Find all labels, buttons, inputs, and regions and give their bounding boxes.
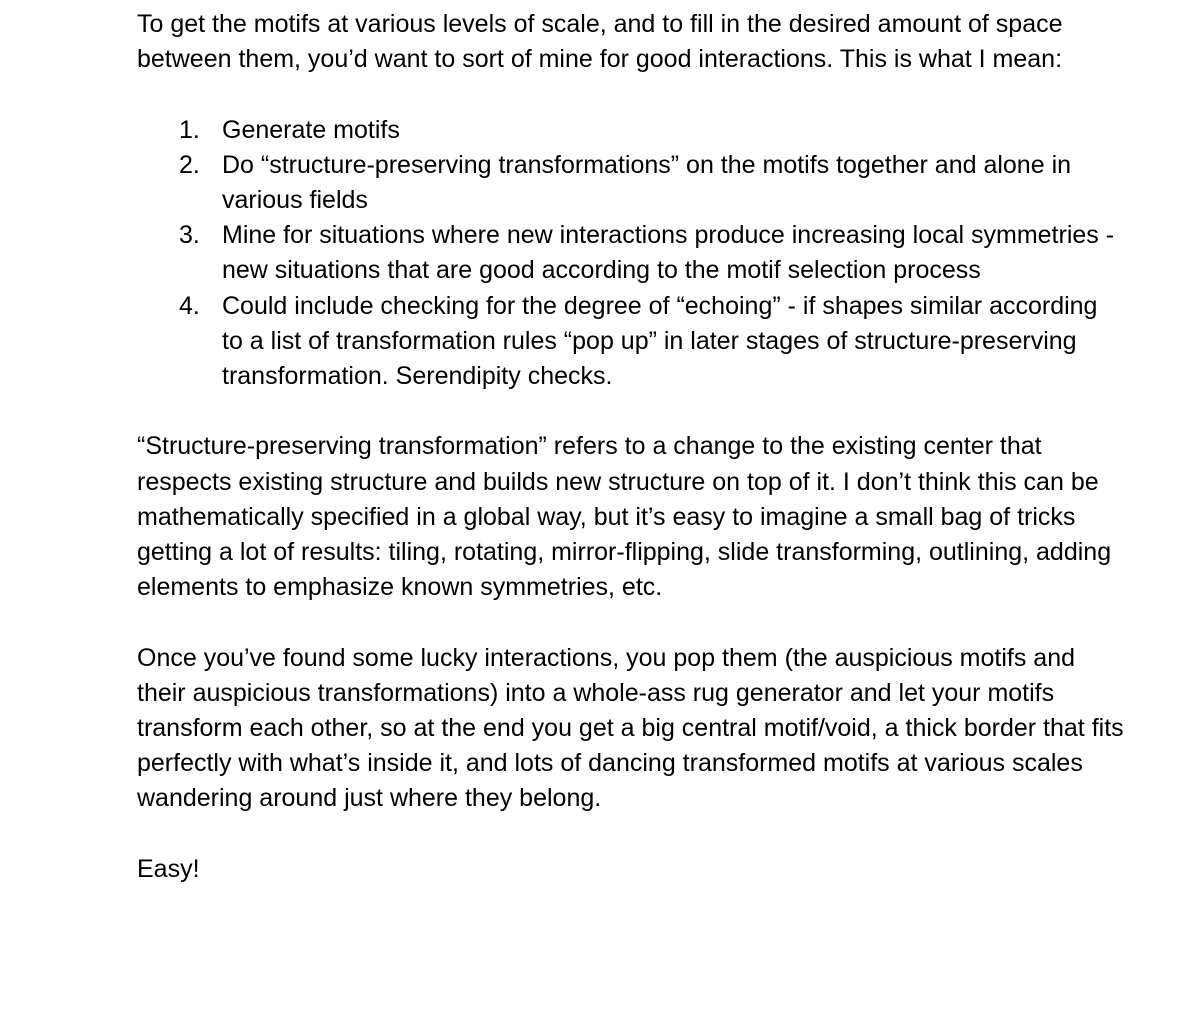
list-item	[137, 148, 1127, 218]
paragraph-spacer	[137, 605, 1127, 640]
list-item-number: 1.	[179, 115, 200, 144]
steps-list	[137, 113, 1127, 395]
list-item-number: 3.	[179, 221, 200, 250]
paragraph-spacer	[137, 817, 1127, 852]
list-item-text: Could include checking for the degree of “echoing” - if shapes similar according to a list of transformation rules “pop up” in later stages of structure-preserving transformation. Serendipity checks.	[222, 291, 1098, 391]
intro-paragraph: To get the motifs at various levels of scale, and to fill in the desired amount of space between them, you’d want to sort of mine for good interactions. This is what I mean:	[137, 10, 1063, 74]
closing-line: Easy!	[137, 854, 200, 883]
paragraph-spacer	[137, 77, 1127, 112]
list-item-number: 2.	[179, 150, 200, 179]
document-body	[137, 7, 1127, 887]
conclusion-paragraph: Once you’ve found some lucky interactions, you pop them (the auspicious motifs and their auspicious transformations) into a whole-ass rug generator and let your motifs transform each other, so at the end you get a big central motif/void, a thick border that fits perfectly with what’s inside it, and lots of dancing transformed motifs at various scales wandering around just where they belong.	[137, 643, 1124, 813]
list-item	[137, 218, 1127, 288]
list-item-text: Generate motifs	[222, 115, 400, 144]
list-item-text: Mine for situations where new interactions produce increasing local symmetries - new situations that are good according to the motif selection process	[222, 221, 1115, 285]
paragraph-spacer	[137, 394, 1127, 429]
list-item	[137, 113, 1127, 148]
list-item-text: Do “structure-preserving transformations” on the motifs together and alone in various fields	[222, 150, 1072, 214]
list-item	[137, 289, 1102, 395]
definition-paragraph: “Structure-preserving transformation” refers to a change to the existing center that respects existing structure and builds new structure on top of it. I don’t think this can be mathematically specified in a global way, but it’s easy to imagine a small bag of tricks getting a lot of results: tiling, rotating, mirror-flipping, slide transforming, outlining, adding elements to emphasize known symmetries, etc.	[137, 432, 1112, 602]
list-item-number: 4.	[179, 291, 200, 320]
